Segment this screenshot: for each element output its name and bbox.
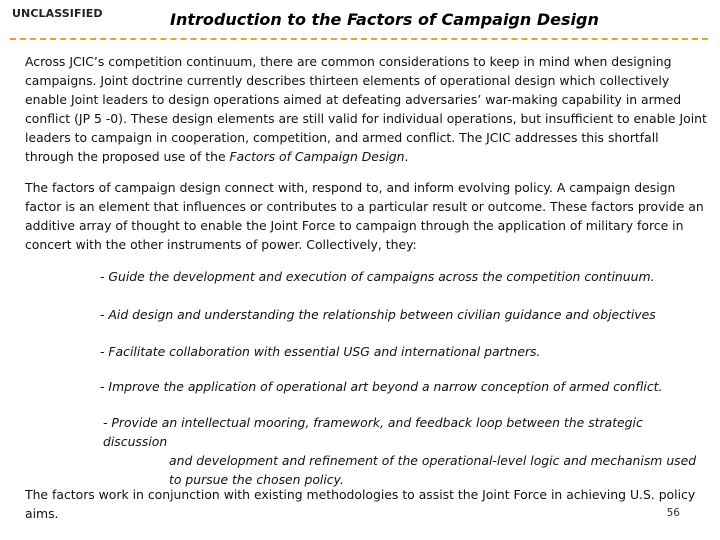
- bullet-continuation: to pursue the chosen policy.: [169, 472, 344, 487]
- slide-title: Introduction to the Factors of Campaign Design: [170, 10, 599, 29]
- paragraph-intro-end: .: [404, 149, 409, 164]
- paragraph-intro: [25, 52, 708, 166]
- bullet-item: [103, 413, 703, 489]
- bullet-line: - Provide an intellectual mooring, framework, and feedback loop between the strategic discussion: [103, 415, 643, 449]
- header-divider: [10, 38, 708, 40]
- paragraph-factors: The factors of campaign design connect with, respond to, and inform evolving policy. A campaign design factor is an element that influences or contributes to a particular result or outcome. These factors provide an additive array of thought to enable the Joint Force to campaign through the application of military force in concert with the other instruments of power. Collectively, they:: [25, 180, 704, 252]
- bullet-item: - Guide the development and execution of campaigns across the competition continuum.: [100, 269, 655, 284]
- page-number: 56: [666, 507, 680, 519]
- paragraph-intro-emphasis: Factors of Campaign Design: [229, 149, 405, 164]
- bullet-item: - Improve the application of operational art beyond a narrow conception of armed conflict.: [100, 379, 663, 394]
- paragraph-intro-text: Across JCIC’s competition continuum, there are common considerations to keep in mind when designing campaigns. Joint doctrine currently describes thirteen elements of operational design which collectively enable Joint leaders to design operations aimed at defeating adversaries’ war-making capability in armed conflict (JP 5 -0). These design elements are still valid for individual operations, but insufficient to enable Joint leaders to campaign in cooperation, competition, and armed conflict. The JCIC addresses this shortfall through the proposed use of the: [25, 54, 707, 164]
- paragraph-conclusion: The factors work in conjunction with existing methodologies to assist the Joint Force in achieving U.S. policy aims.: [25, 487, 696, 521]
- bullet-item: - Aid design and understanding the relationship between civilian guidance and objectives: [100, 307, 656, 322]
- bullet-continuation: and development and refinement of the operational-level logic and mechanism used: [169, 453, 697, 468]
- bullet-item: - Facilitate collaboration with essential USG and international partners.: [100, 344, 541, 359]
- classification-marking: UNCLASSIFIED: [12, 7, 103, 20]
